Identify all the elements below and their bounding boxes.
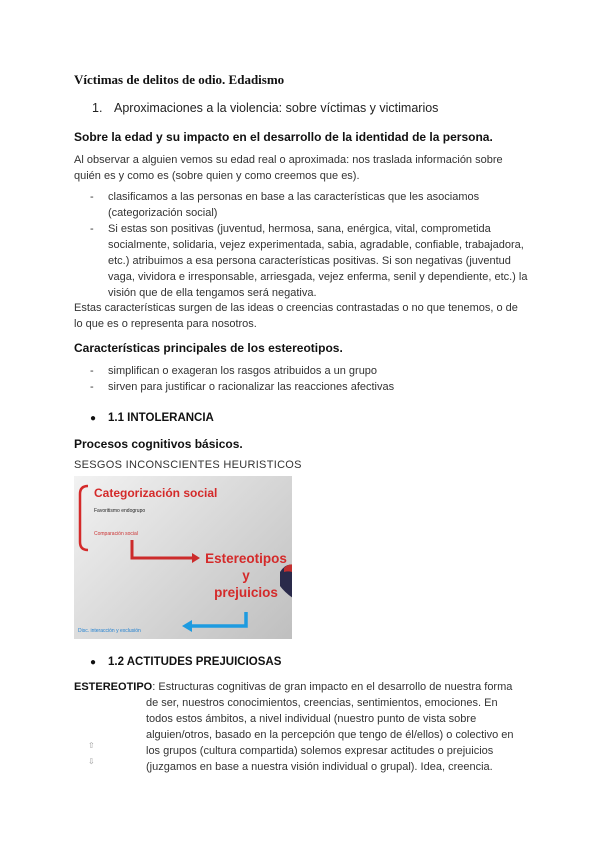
figure-categorizacion: Categorización social	[94, 486, 218, 500]
origin-paragraph: Estas características surgen de las ideas o creencias contrastadas o no que tenemos, o de lo que es o representa para nosotros.	[74, 302, 518, 330]
red-arrow-line	[132, 540, 192, 558]
bullet-icon: ●	[90, 413, 97, 424]
definition-line: (juzgamos en base a nuestra visión individual o grupal). Idea, creencia.	[146, 761, 493, 773]
definition-line: alguien/otros, basado en la percepción que tengo de él/ellos) o colectivo en	[146, 729, 514, 741]
figure-est-line1: Estereotipos	[205, 551, 287, 566]
bullet-actitudes	[90, 656, 281, 668]
characteristics-list	[90, 189, 530, 301]
estereotipo-term: ESTEREOTIPO	[74, 681, 153, 693]
stereotype-features-list	[90, 363, 530, 395]
definition-line: de ser, nuestros conocimientos, creencias, sentimientos, emociones. En	[146, 697, 498, 709]
bullet-label: 1.1 INTOLERANCIA	[108, 412, 214, 424]
figure-sub2: Comparación social	[94, 531, 138, 537]
heading-caracteristicas: Características principales de los estereotipos.	[74, 341, 343, 355]
blue-arrow-head	[182, 620, 192, 632]
list-item: - simplifican o exageran los rasgos atribuidos a un grupo	[90, 363, 530, 379]
heading-procesos: Procesos cognitivos básicos.	[74, 437, 243, 451]
document-title: Víctimas de delitos de odio. Edadismo	[74, 72, 285, 87]
sesgos-label: SESGOS INCONSCIENTES HEURISTICOS	[74, 459, 302, 471]
red-bracket	[80, 486, 88, 550]
list-item: - Si estas son positivas (juventud, hermosa, sana, enérgica, vital, comprometida socialmente, solidaria, vejez experimentada, sabia, agradable, confiable, trabajadora, etc.) atribuimos a esa persona características positivas. Si son negativas (juventud vaga, vividora e irresponsable, arriesgada, vejez enferma, senil y dependiente, etc.) la visión que de ella tengamos será negativa.	[90, 221, 530, 301]
figure-sub1: Favoritismo endogrupo	[94, 508, 146, 514]
figure-estereotipos	[200, 550, 292, 601]
heading-edad: Sobre la edad y su impacto en el desarrollo de la identidad de la persona.	[74, 130, 493, 144]
section-title: Aproximaciones a la violencia: sobre víctimas y victimarios	[114, 101, 439, 115]
arrow-up-icon: ⇧	[88, 741, 95, 750]
list-item: - sirven para justificar o racionalizar las reacciones afectivas	[90, 379, 530, 395]
diagram-image	[74, 476, 292, 639]
bullet-icon: ●	[90, 657, 97, 668]
arrow-down-icon: ⇩	[88, 757, 95, 766]
figure-est-line2: y	[242, 568, 250, 583]
estereotipo-definition	[74, 679, 534, 775]
figure-est-line3: prejuicios	[214, 585, 278, 600]
section-number: 1.	[92, 101, 103, 115]
definition-line: todos estos ámbitos, a nivel individual (nuestro punto de vista sobre	[146, 713, 477, 725]
red-arrow-head	[192, 553, 200, 563]
intro-paragraph: Al observar a alguien vemos su edad real o aproximada: nos traslada información sobre quién es y como es (sobre quien y como creemos que es).	[74, 154, 503, 182]
definition-line: los grupos (cultura compartida) solemos expresar actitudes o prejuicios	[146, 745, 494, 757]
figure-footer: Disc. interacción y exclusión	[78, 628, 141, 634]
definition-line: : Estructuras cognitivas de gran impacto en el desarrollo de nuestra forma	[152, 681, 513, 693]
bullet-label: 1.2 ACTITUDES PREJUICIOSAS	[108, 656, 282, 668]
blue-arrow-line	[192, 612, 246, 626]
bullet-intolerancia	[90, 412, 214, 424]
section-heading-1	[92, 101, 438, 115]
list-item: - clasificamos a las personas en base a las características que les asociamos (categorización social)	[90, 189, 530, 221]
